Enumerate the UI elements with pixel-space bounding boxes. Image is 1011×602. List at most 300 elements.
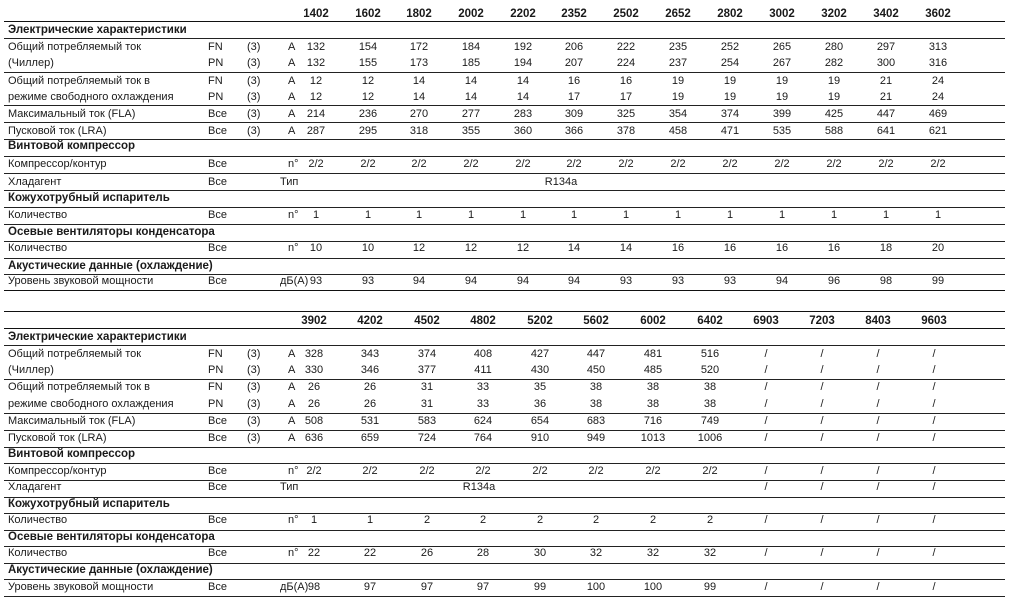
- value-cell: 2: [423, 514, 431, 526]
- row-count: (3): [247, 41, 261, 53]
- value-cell: 427: [530, 348, 550, 360]
- value-cell: /: [820, 432, 824, 444]
- value-cell: 1: [622, 209, 630, 221]
- value-cell: 2: [536, 514, 544, 526]
- value-cell: 300: [876, 57, 896, 69]
- section-title: Винтовой компрессор: [8, 140, 136, 152]
- row-label: (Чиллер): [8, 364, 54, 376]
- value-cell: 430: [530, 364, 550, 376]
- value-cell: 26: [363, 398, 377, 410]
- value-cell: 19: [775, 91, 789, 103]
- row-label: режиме свободного охлаждения: [8, 91, 174, 103]
- value-cell: 2: [706, 514, 714, 526]
- value-cell: /: [932, 581, 936, 593]
- rule-line: [4, 224, 1005, 225]
- value-cell: /: [764, 364, 768, 376]
- value-cell: 31: [420, 398, 434, 410]
- value-cell: 24: [931, 91, 945, 103]
- value-cell: /: [764, 581, 768, 593]
- value-cell: 19: [671, 75, 685, 87]
- value-cell: /: [876, 348, 880, 360]
- value-cell: 36: [533, 398, 547, 410]
- value-cell: 16: [723, 242, 737, 254]
- row-unit: A: [288, 348, 296, 360]
- value-cell: 16: [619, 75, 633, 87]
- value-cell: 328: [304, 348, 324, 360]
- value-cell: /: [932, 465, 936, 477]
- row-type: Все: [208, 481, 227, 493]
- row-type: Все: [208, 275, 227, 287]
- value-cell: /: [820, 514, 824, 526]
- row-type: PN: [208, 57, 224, 69]
- value-cell: 38: [703, 398, 717, 410]
- value-cell: 98: [307, 581, 321, 593]
- value-cell: /: [876, 481, 880, 493]
- value-cell: 265: [772, 41, 792, 53]
- value-cell: 1: [882, 209, 890, 221]
- value-cell: 173: [409, 57, 429, 69]
- row-label: Уровень звуковой мощности: [8, 275, 154, 287]
- value-cell: 172: [409, 41, 429, 53]
- value-cell: /: [764, 348, 768, 360]
- value-cell: /: [820, 415, 824, 427]
- value-cell: 1: [312, 209, 320, 221]
- refrigerant-value: R134a: [462, 481, 496, 493]
- row-unit: A: [288, 125, 296, 137]
- value-cell: 716: [643, 415, 663, 427]
- model-header-cell: 3002: [769, 8, 795, 20]
- value-cell: 214: [306, 108, 326, 120]
- row-label: Общий потребляемый ток в: [8, 381, 150, 393]
- rule-line: [4, 156, 1005, 157]
- section-title: Электрические характеристики: [8, 24, 187, 36]
- model-header-cell: 2202: [510, 8, 536, 20]
- value-cell: 318: [409, 125, 429, 137]
- value-cell: /: [764, 398, 768, 410]
- value-cell: 2/2: [645, 465, 661, 477]
- value-cell: 2/2: [411, 158, 427, 170]
- value-cell: 16: [827, 242, 841, 254]
- value-cell: 30: [533, 547, 547, 559]
- row-label: Максимальный ток (FLA): [8, 415, 136, 427]
- value-cell: /: [932, 398, 936, 410]
- section-title: Осевые вентиляторы конденсатора: [8, 226, 215, 238]
- value-cell: /: [932, 432, 936, 444]
- row-type: Все: [208, 242, 227, 254]
- row-unit: A: [288, 364, 296, 376]
- value-cell: 185: [461, 57, 481, 69]
- row-unit: n°: [288, 514, 299, 526]
- model-header-cell: 6002: [640, 315, 666, 327]
- value-cell: 749: [700, 415, 720, 427]
- row-type: Все: [208, 158, 227, 170]
- value-cell: 98: [879, 275, 893, 287]
- value-cell: 14: [464, 75, 478, 87]
- row-type: FN: [208, 41, 223, 53]
- value-cell: 374: [417, 348, 437, 360]
- value-cell: 399: [772, 108, 792, 120]
- value-cell: /: [932, 547, 936, 559]
- model-header-cell: 5602: [583, 315, 609, 327]
- row-label: Количество: [8, 242, 68, 254]
- value-cell: 2/2: [826, 158, 842, 170]
- value-cell: 17: [619, 91, 633, 103]
- value-cell: /: [876, 398, 880, 410]
- value-cell: /: [932, 381, 936, 393]
- value-cell: 31: [420, 381, 434, 393]
- value-cell: /: [820, 547, 824, 559]
- value-cell: 24: [931, 75, 945, 87]
- value-cell: 19: [723, 91, 737, 103]
- row-unit: A: [288, 432, 296, 444]
- value-cell: 19: [827, 91, 841, 103]
- value-cell: 508: [304, 415, 324, 427]
- model-header-cell: 6402: [697, 315, 723, 327]
- value-cell: 99: [931, 275, 945, 287]
- section-title: Кожухотрубный испаритель: [8, 192, 170, 204]
- value-cell: 10: [361, 242, 375, 254]
- value-cell: 12: [361, 75, 375, 87]
- value-cell: /: [764, 381, 768, 393]
- model-header-cell: 3602: [925, 8, 951, 20]
- row-unit: n°: [288, 158, 299, 170]
- value-cell: 316: [928, 57, 948, 69]
- value-cell: 360: [513, 125, 533, 137]
- value-cell: 313: [928, 41, 948, 53]
- rule-line: [4, 190, 1005, 191]
- row-label: режиме свободного охлаждения: [8, 398, 174, 410]
- value-cell: /: [932, 481, 936, 493]
- value-cell: /: [764, 465, 768, 477]
- value-cell: 277: [461, 108, 481, 120]
- value-cell: 18: [879, 242, 893, 254]
- value-cell: 26: [420, 547, 434, 559]
- value-cell: 154: [358, 41, 378, 53]
- value-cell: /: [764, 415, 768, 427]
- row-unit: A: [288, 41, 296, 53]
- row-type: Все: [208, 125, 227, 137]
- row-count: (3): [247, 91, 261, 103]
- value-cell: 99: [703, 581, 717, 593]
- value-cell: /: [876, 547, 880, 559]
- row-label: Общий потребляемый ток: [8, 41, 142, 53]
- value-cell: 2/2: [306, 465, 322, 477]
- row-count: (3): [247, 364, 261, 376]
- row-label: Количество: [8, 514, 68, 526]
- model-header-cell: 1402: [303, 8, 329, 20]
- value-cell: 19: [671, 91, 685, 103]
- row-type: PN: [208, 398, 224, 410]
- value-cell: 194: [513, 57, 533, 69]
- row-type: Все: [208, 432, 227, 444]
- value-cell: 374: [720, 108, 740, 120]
- value-cell: 325: [616, 108, 636, 120]
- value-cell: /: [876, 415, 880, 427]
- model-header-row: [4, 7, 1005, 23]
- value-cell: 14: [412, 75, 426, 87]
- row-unit: A: [288, 57, 296, 69]
- value-cell: 222: [616, 41, 636, 53]
- value-cell: 1: [366, 514, 374, 526]
- value-cell: /: [876, 514, 880, 526]
- row-unit: n°: [288, 547, 299, 559]
- value-cell: 14: [516, 75, 530, 87]
- value-cell: 621: [928, 125, 948, 137]
- row-label: Хладагент: [8, 176, 62, 188]
- value-cell: /: [820, 364, 824, 376]
- value-cell: 1: [934, 209, 942, 221]
- model-header-cell: 3402: [873, 8, 899, 20]
- value-cell: 2/2: [532, 465, 548, 477]
- value-cell: 1: [830, 209, 838, 221]
- value-cell: 1: [726, 209, 734, 221]
- rule-line: [4, 447, 1005, 448]
- rule-line: [4, 596, 1005, 597]
- value-cell: 458: [668, 125, 688, 137]
- section-title: Акустические данные (охлаждение): [8, 564, 213, 576]
- value-cell: 93: [671, 275, 685, 287]
- row-unit: n°: [288, 242, 299, 254]
- value-cell: 93: [619, 275, 633, 287]
- value-cell: 346: [360, 364, 380, 376]
- rule-line: [4, 139, 1005, 140]
- rule-line: [4, 413, 1005, 414]
- row-type: Все: [208, 547, 227, 559]
- value-cell: 12: [412, 242, 426, 254]
- model-header-cell: 1802: [406, 8, 432, 20]
- value-cell: 38: [589, 398, 603, 410]
- row-type: Все: [208, 514, 227, 526]
- value-cell: 377: [417, 364, 437, 376]
- value-cell: 93: [309, 275, 323, 287]
- rule-line: [4, 122, 1005, 123]
- value-cell: 270: [409, 108, 429, 120]
- rule-line: [4, 173, 1005, 174]
- rule-line: [4, 379, 1005, 380]
- value-cell: 32: [589, 547, 603, 559]
- value-cell: 764: [473, 432, 493, 444]
- value-cell: 366: [564, 125, 584, 137]
- value-cell: 100: [586, 581, 606, 593]
- value-cell: /: [820, 398, 824, 410]
- row-count: (3): [247, 57, 261, 69]
- value-cell: 583: [417, 415, 437, 427]
- value-cell: 32: [703, 547, 717, 559]
- value-cell: 531: [360, 415, 380, 427]
- value-cell: 16: [775, 242, 789, 254]
- value-cell: 12: [309, 75, 323, 87]
- row-type: PN: [208, 91, 224, 103]
- value-cell: /: [876, 364, 880, 376]
- row-unit: A: [288, 381, 296, 393]
- value-cell: 2/2: [475, 465, 491, 477]
- value-cell: 2/2: [419, 465, 435, 477]
- value-cell: 641: [876, 125, 896, 137]
- value-cell: 535: [772, 125, 792, 137]
- value-cell: 93: [723, 275, 737, 287]
- model-header-row: [4, 314, 1005, 330]
- row-label: Количество: [8, 209, 68, 221]
- value-cell: 38: [589, 381, 603, 393]
- model-header-cell: 3902: [301, 315, 327, 327]
- value-cell: 94: [775, 275, 789, 287]
- value-cell: 26: [363, 381, 377, 393]
- row-type: Все: [208, 176, 227, 188]
- row-label: Общий потребляемый ток: [8, 348, 142, 360]
- value-cell: 19: [827, 75, 841, 87]
- value-cell: /: [820, 581, 824, 593]
- row-count: (3): [247, 432, 261, 444]
- value-cell: 21: [879, 91, 893, 103]
- value-cell: /: [932, 514, 936, 526]
- value-cell: 14: [412, 91, 426, 103]
- value-cell: 636: [304, 432, 324, 444]
- value-cell: 94: [412, 275, 426, 287]
- model-header-cell: 9603: [921, 315, 947, 327]
- value-cell: 343: [360, 348, 380, 360]
- value-cell: 295: [358, 125, 378, 137]
- row-type: Все: [208, 209, 227, 221]
- row-count: (3): [247, 381, 261, 393]
- row-label: Пусковой ток (LRA): [8, 432, 107, 444]
- model-header-cell: 5202: [527, 315, 553, 327]
- value-cell: 2/2: [360, 158, 376, 170]
- section-title: Осевые вентиляторы конденсатора: [8, 531, 215, 543]
- value-cell: 12: [309, 91, 323, 103]
- value-cell: 2/2: [515, 158, 531, 170]
- row-label: Компрессор/контур: [8, 158, 107, 170]
- value-cell: 1: [467, 209, 475, 221]
- value-cell: 32: [646, 547, 660, 559]
- value-cell: 1: [364, 209, 372, 221]
- value-cell: 297: [876, 41, 896, 53]
- row-unit: дБ(A): [280, 275, 309, 287]
- row-label: Компрессор/контур: [8, 465, 107, 477]
- value-cell: 1: [674, 209, 682, 221]
- rule-line: [4, 345, 1005, 346]
- rule-line: [4, 258, 1005, 259]
- value-cell: 659: [360, 432, 380, 444]
- value-cell: 22: [307, 547, 321, 559]
- value-cell: 22: [363, 547, 377, 559]
- rule-line: [4, 290, 1005, 291]
- value-cell: 287: [306, 125, 326, 137]
- value-cell: 1: [519, 209, 527, 221]
- row-type: Все: [208, 108, 227, 120]
- row-unit: A: [288, 108, 296, 120]
- value-cell: 469: [928, 108, 948, 120]
- value-cell: 14: [619, 242, 633, 254]
- value-cell: 12: [464, 242, 478, 254]
- value-cell: 516: [700, 348, 720, 360]
- row-type: FN: [208, 381, 223, 393]
- value-cell: 14: [516, 91, 530, 103]
- value-cell: 38: [703, 381, 717, 393]
- value-cell: 485: [643, 364, 663, 376]
- value-cell: 155: [358, 57, 378, 69]
- value-cell: 2/2: [878, 158, 894, 170]
- model-header-cell: 2002: [458, 8, 484, 20]
- value-cell: 28: [476, 547, 490, 559]
- value-cell: /: [820, 381, 824, 393]
- rule-line: [4, 38, 1005, 39]
- value-cell: 378: [616, 125, 636, 137]
- value-cell: 20: [931, 242, 945, 254]
- value-cell: 252: [720, 41, 740, 53]
- value-cell: 282: [824, 57, 844, 69]
- value-cell: 206: [564, 41, 584, 53]
- value-cell: 21: [879, 75, 893, 87]
- row-unit: Тип: [280, 481, 299, 493]
- rule-line: [4, 579, 1005, 580]
- value-cell: 12: [516, 242, 530, 254]
- refrigerant-value: R134a: [544, 176, 578, 188]
- value-cell: 450: [586, 364, 606, 376]
- value-cell: 97: [363, 581, 377, 593]
- value-cell: 481: [643, 348, 663, 360]
- rule-line: [4, 207, 1005, 208]
- row-label: (Чиллер): [8, 57, 54, 69]
- row-unit: A: [288, 75, 296, 87]
- value-cell: 19: [723, 75, 737, 87]
- value-cell: 411: [474, 364, 492, 376]
- row-label: Уровень звуковой мощности: [8, 581, 154, 593]
- value-cell: 100: [643, 581, 663, 593]
- value-cell: 2/2: [618, 158, 634, 170]
- model-header-cell: 2502: [613, 8, 639, 20]
- row-unit: n°: [288, 465, 299, 477]
- value-cell: /: [820, 481, 824, 493]
- value-cell: 408: [473, 348, 493, 360]
- value-cell: 33: [476, 398, 490, 410]
- model-header-cell: 7203: [809, 315, 835, 327]
- value-cell: 2/2: [308, 158, 324, 170]
- model-header-cell: 4202: [357, 315, 383, 327]
- row-count: (3): [247, 125, 261, 137]
- rule-line: [4, 430, 1005, 431]
- value-cell: 2/2: [722, 158, 738, 170]
- value-cell: 184: [461, 41, 481, 53]
- value-cell: 2: [479, 514, 487, 526]
- row-label: Хладагент: [8, 481, 62, 493]
- value-cell: 280: [824, 41, 844, 53]
- value-cell: 26: [307, 381, 321, 393]
- value-cell: /: [764, 514, 768, 526]
- value-cell: 2/2: [774, 158, 790, 170]
- model-header-cell: 4802: [470, 315, 496, 327]
- row-unit: A: [288, 415, 296, 427]
- row-unit: дБ(A): [280, 581, 309, 593]
- row-label: Пусковой ток (LRA): [8, 125, 107, 137]
- row-count: (3): [247, 108, 261, 120]
- value-cell: 16: [567, 75, 581, 87]
- value-cell: 35: [533, 381, 547, 393]
- value-cell: 1: [415, 209, 423, 221]
- value-cell: 354: [668, 108, 688, 120]
- value-cell: 96: [827, 275, 841, 287]
- value-cell: /: [932, 415, 936, 427]
- model-header-cell: 3202: [821, 8, 847, 20]
- value-cell: 330: [304, 364, 324, 376]
- model-header-cell: 8403: [865, 315, 891, 327]
- value-cell: /: [932, 348, 936, 360]
- value-cell: /: [764, 432, 768, 444]
- value-cell: 10: [309, 242, 323, 254]
- row-type: FN: [208, 75, 223, 87]
- value-cell: 38: [646, 398, 660, 410]
- value-cell: /: [932, 364, 936, 376]
- value-cell: 724: [417, 432, 437, 444]
